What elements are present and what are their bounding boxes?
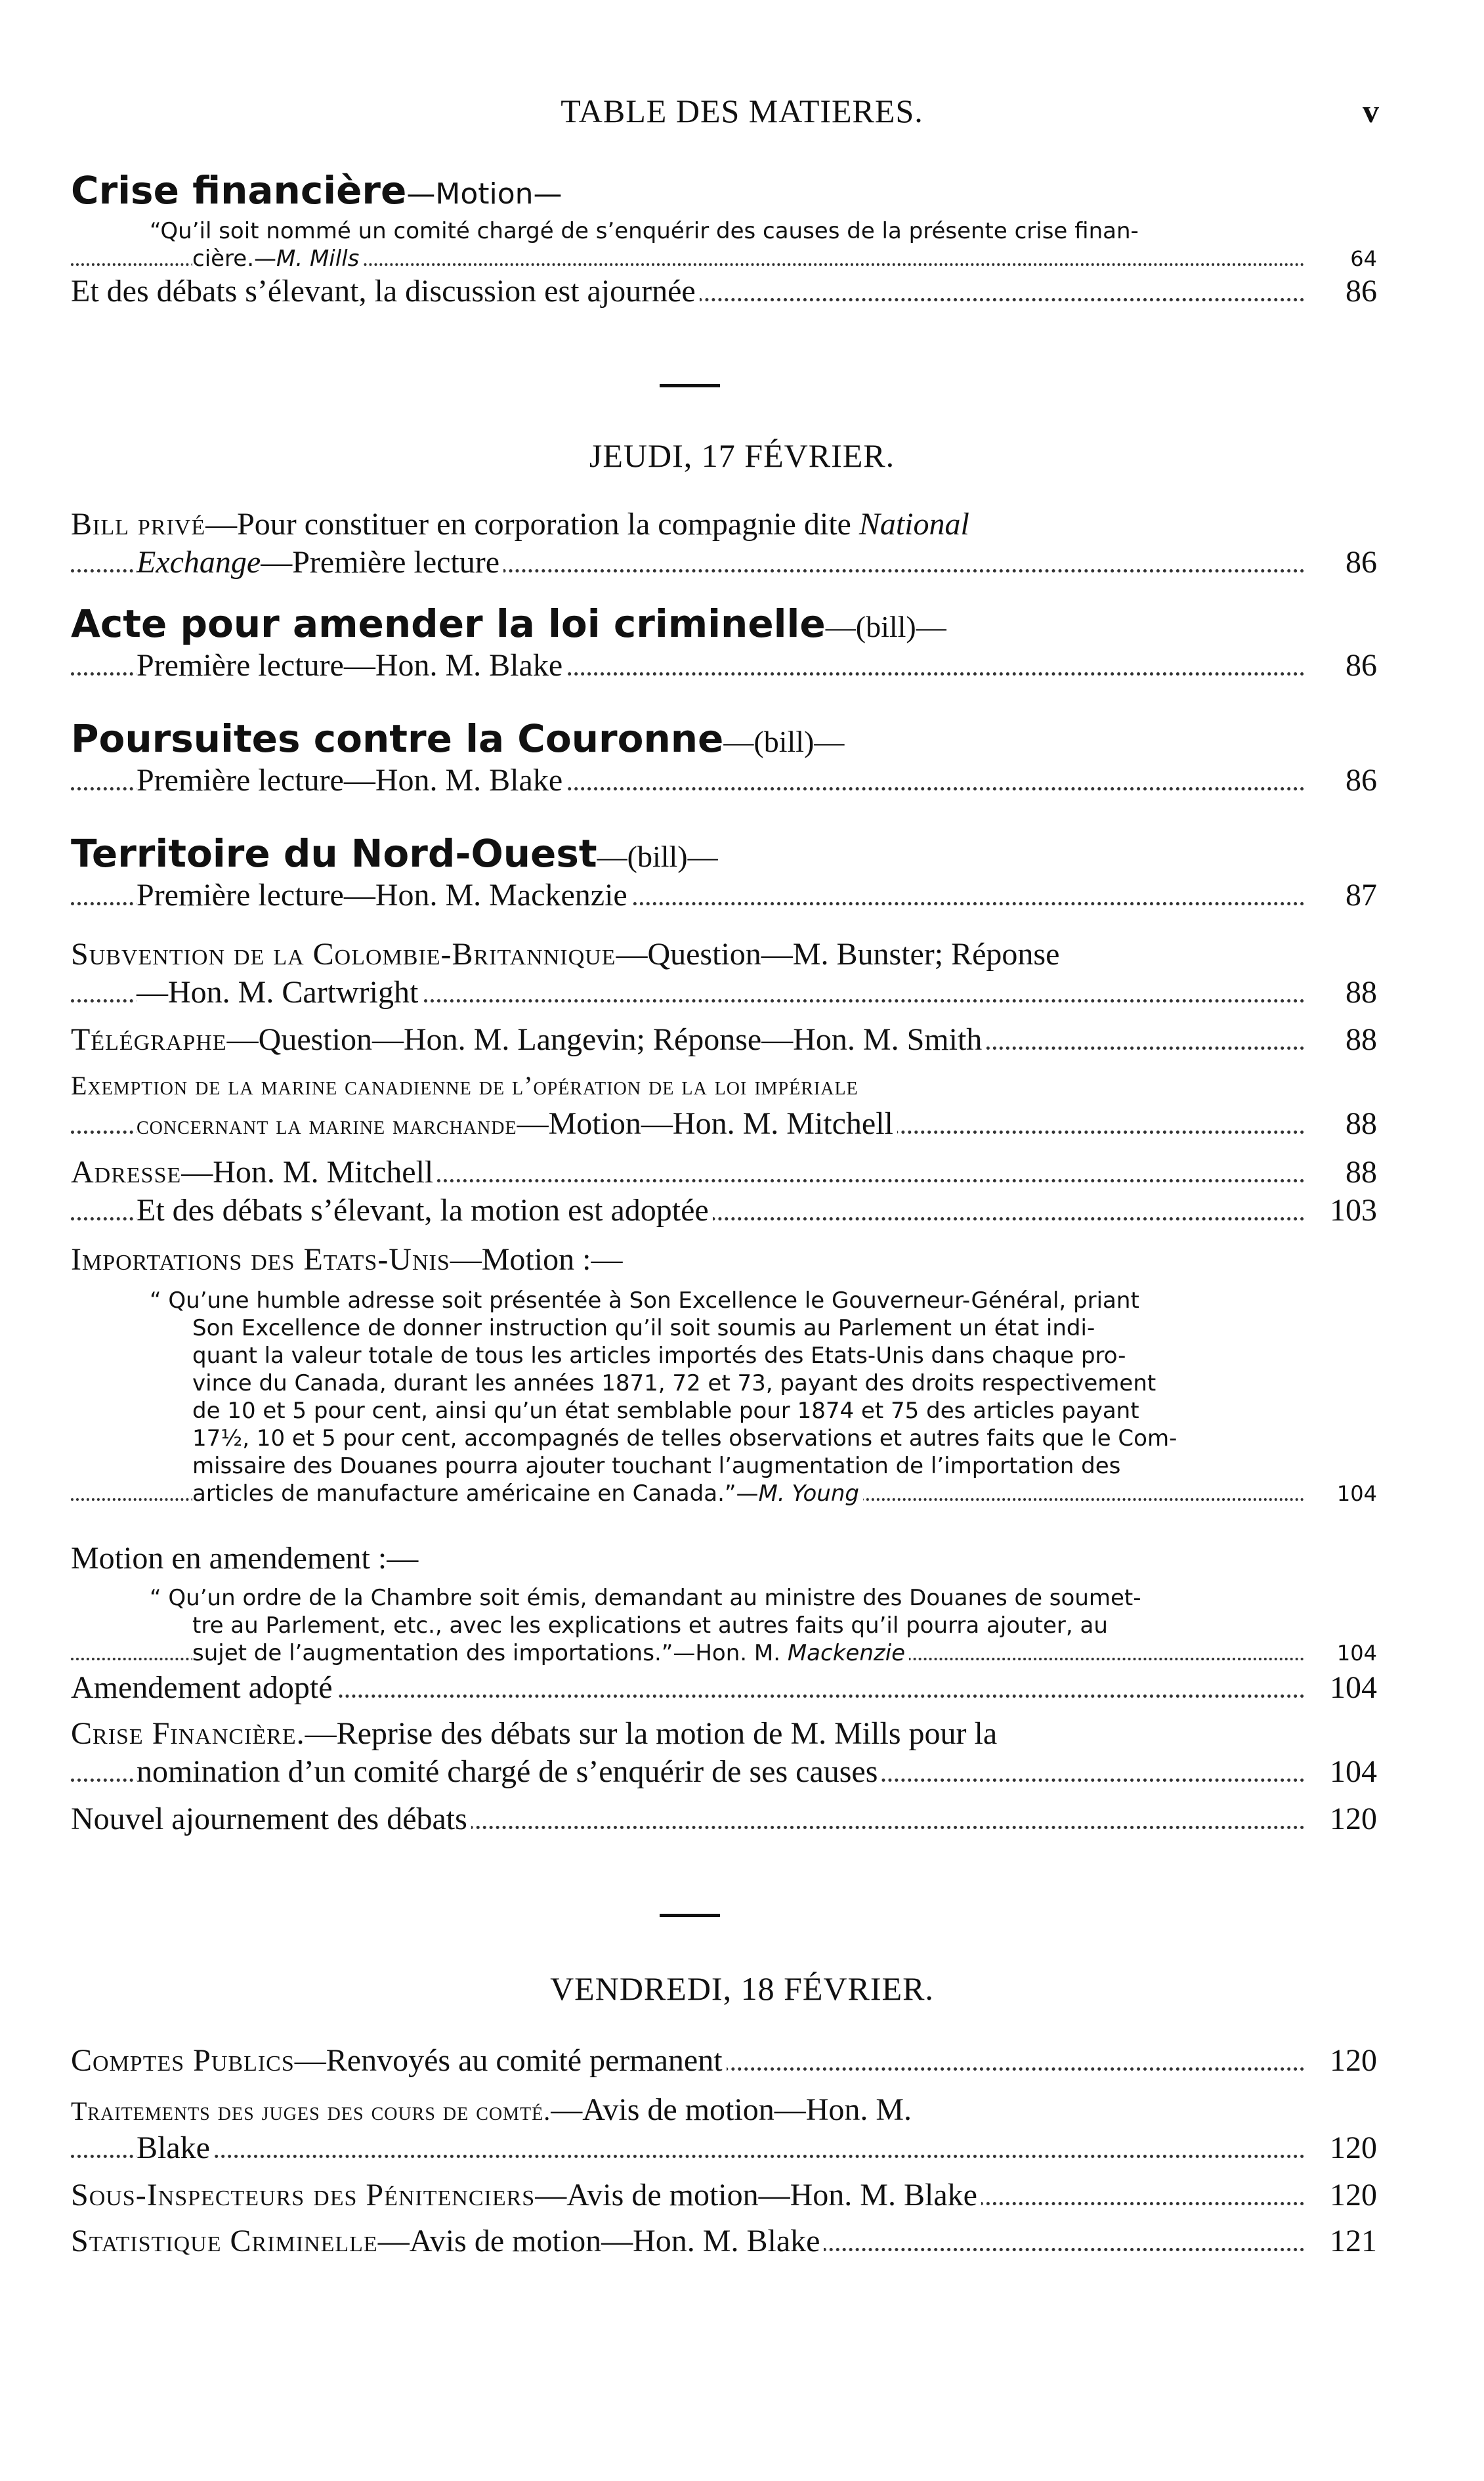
entry-exemption-marine: Exemption de la marine canadienne de l’opération de la loi impériale concernant la marine marchande—Motion—Hon. M. Mitchell 88: [71, 1067, 1377, 1143]
page-ref: 104: [1311, 1639, 1377, 1667]
page-ref: 104: [1311, 1669, 1377, 1707]
entry-subvention-colombie: Subvention de la Colombie-Britannique—Question—M. Bunster; Réponse —Hon. M. Cartwright 88: [71, 936, 1377, 1012]
entry-label: Statistique Criminelle: [71, 2224, 378, 2258]
page-ref: 86: [1311, 272, 1377, 311]
motion-quote: “ Qu’une humble adresse soit présentée à Son Excellence le Gouverneur-Général, priant Son Excellence de donner instruction qu’il soit soumis au Parlement un état indi- quant la valeur totale de tous les articles importés des Etats-Unis dans chaque pro- vince du Canada, durant les années 1871, 72 et 73, payant des droits respectivement de 10 et 5 pour cent, ainsi qu’un état semblable pour 1874 et 75 des articles payant 17½, 10 et 5 pour cent, accompagnés de telles observations et autres faits que le Com- missaire des Douanes pourra ajouter touchant l’augmentation de l’importation des articles de manufacture américaine en Canada.”—M. Young 104: [71, 1287, 1377, 1507]
entry-label: Sous-Inspecteurs des Pénitenciers: [71, 2178, 536, 2212]
page-ref: 87: [1311, 876, 1377, 915]
entry-territoire-nord-ouest: Territoire du Nord-Ouest—(bill)— Première lecture—Hon. M. Mackenzie 87: [71, 831, 1377, 915]
amendment-quote: “ Qu’un ordre de la Chambre soit émis, demandant au ministre des Douanes de soumet- tre au Parlement, etc., avec les explications et autres faits qu’il pourra ajouter, au sujet de l’augmentation des importations.”—Hon. M. Mackenzie 104: [71, 1584, 1377, 1667]
entry-heading: Territoire du Nord-Ouest: [71, 831, 597, 876]
page-ref: 64: [1311, 245, 1377, 272]
page-ref: 104: [1311, 1480, 1377, 1507]
running-header: [0, 92, 1484, 144]
page-ref: 103: [1311, 1192, 1377, 1230]
page-ref: 88: [1311, 974, 1377, 1012]
date-heading-vendredi: VENDREDI, 18 FÉVRIER.: [550, 1970, 934, 2007]
page-ref: 88: [1311, 1105, 1377, 1143]
page-ref: 120: [1311, 2129, 1377, 2167]
entry-heading: Crise financière: [71, 168, 407, 213]
page-ref: 104: [1311, 1753, 1377, 1791]
entry-statistique-criminelle: Statistique Criminelle—Avis de motion—Hon. M. Blake 121: [71, 2222, 1377, 2260]
entry-acte-loi-criminelle: Acte pour amender la loi criminelle—(bill)— Première lecture—Hon. M. Blake 86: [71, 601, 1377, 685]
date-heading-jeudi: JEUDI, 17 FÉVRIER.: [589, 437, 895, 474]
entry-motion-amendement: Motion en amendement :— “ Qu’un ordre de la Chambre soit émis, demandant au ministre des Douanes de soumet- tre au Parlement, etc., avec les explications et autres faits qu’il pourra ajouter, au sujet de l’augmentation des importations.”—Hon. M. Mackenzie 104: [71, 1541, 1377, 1666]
page-ref: 88: [1311, 1154, 1377, 1192]
entry-label: Subvention de la Colombie-Britannique: [71, 937, 616, 972]
entry-label: Adresse: [71, 1155, 182, 1190]
entry-label: Crise Financière.: [71, 1716, 305, 1751]
entry-crise-financiere-reprise: Crise Financière.—Reprise des débats sur la motion de M. Mills pour la nomination d’un comité chargé de s’enquérir de ses causes 104: [71, 1715, 1377, 1791]
entry-label: Traitements des juges des cours de comté.: [71, 2096, 551, 2126]
section-divider: [660, 1914, 720, 1917]
entry-crise-financiere: [71, 167, 1377, 311]
page-ref: 86: [1311, 544, 1377, 582]
quote-author: M. Young: [758, 1480, 859, 1507]
entry-label: Exemption de la marine canadienne de l’opération de la loi impériale: [71, 1071, 859, 1100]
page-number: v: [1363, 93, 1379, 129]
entry-label: Télégraphe: [71, 1022, 227, 1057]
quote-author: M. Mills: [276, 246, 360, 272]
dot-leader: [71, 2155, 1305, 2158]
quote-author: Mackenzie: [787, 1640, 906, 1666]
entry-label: Comptes Publics: [71, 2043, 295, 2078]
entry-importations: Importations des Etats-Unis—Motion :— “ Qu’une humble adresse soit présentée à Son Excellence le Gouverneur-Général, priant Son Excellence de donner instruction qu’il soit soumis au Parlement un état indi- quant la valeur totale de tous les articles importés des Etats-Unis dans chaque pro- vince du Canada, durant les années 1871, 72 et 73, payant des droits respectivement de 10 et 5 pour cent, ainsi qu’un état semblable pour 1874 et 75 des articles payant 17½, 10 et 5 pour cent, accompagnés de telles observations et autres faits que le Com- missaire des Douanes pourra ajouter touchant l’augmentation de l’importation des articles de manufacture américaine en Canada.”—M. Young 104: [71, 1242, 1377, 1507]
entry-label: Bill privé: [71, 507, 206, 542]
page-ref: 120: [1311, 1800, 1377, 1838]
page-ref: 88: [1311, 1021, 1377, 1059]
quote-text: “Qu’il soit nommé un comité chargé de s’enquérir des causes de la présente crise finan-: [150, 218, 1139, 244]
page-ref: 121: [1311, 2222, 1377, 2260]
entry-comptes-publics: Comptes Publics—Renvoyés au comité permanent 120: [71, 2042, 1377, 2080]
entry-heading: Acte pour amender la loi criminelle: [71, 601, 826, 646]
entry-nouvel-ajournement: Nouvel ajournement des débats 120: [71, 1800, 1377, 1838]
entry-adresse: Adresse—Hon. M. Mitchell 88 Et des débats s’élevant, la motion est adoptée 103: [71, 1154, 1377, 1230]
entry-telegraphe: Télégraphe—Question—Hon. M. Langevin; Réponse—Hon. M. Smith 88: [71, 1021, 1377, 1059]
page-ref: 120: [1311, 2042, 1377, 2080]
section-divider: [660, 384, 720, 387]
entry-bill-prive: Bill privé—Pour constituer en corporation la compagnie dite National Exchange—Première lecture 86: [71, 506, 1377, 582]
entry-traitements-juges: Traitements des juges des cours de comté.—Avis de motion—Hon. M. Blake 120: [71, 2091, 1377, 2167]
entry-poursuites-couronne: Poursuites contre la Couronne—(bill)— Première lecture—Hon. M. Blake 86: [71, 716, 1377, 800]
page-ref: 120: [1311, 2176, 1377, 2214]
entry-label: Importations des Etats-Unis: [71, 1242, 450, 1277]
entry-heading: Poursuites contre la Couronne: [71, 716, 724, 761]
page-title: TABLE DES MATIERES.: [561, 93, 923, 129]
entry-text: Et des débats s’élevant, la discussion est ajournée: [71, 274, 700, 309]
quote-text: cière.—: [192, 246, 277, 272]
entry-heading-suffix: —Motion—: [406, 177, 562, 211]
entry-amendement-adopte: Amendement adopté 104: [71, 1669, 1377, 1707]
page-ref: 86: [1311, 762, 1377, 800]
entry-sous-inspecteurs: Sous-Inspecteurs des Pénitenciers—Avis de motion—Hon. M. Blake 120: [71, 2176, 1377, 2214]
page-ref: 86: [1311, 647, 1377, 685]
